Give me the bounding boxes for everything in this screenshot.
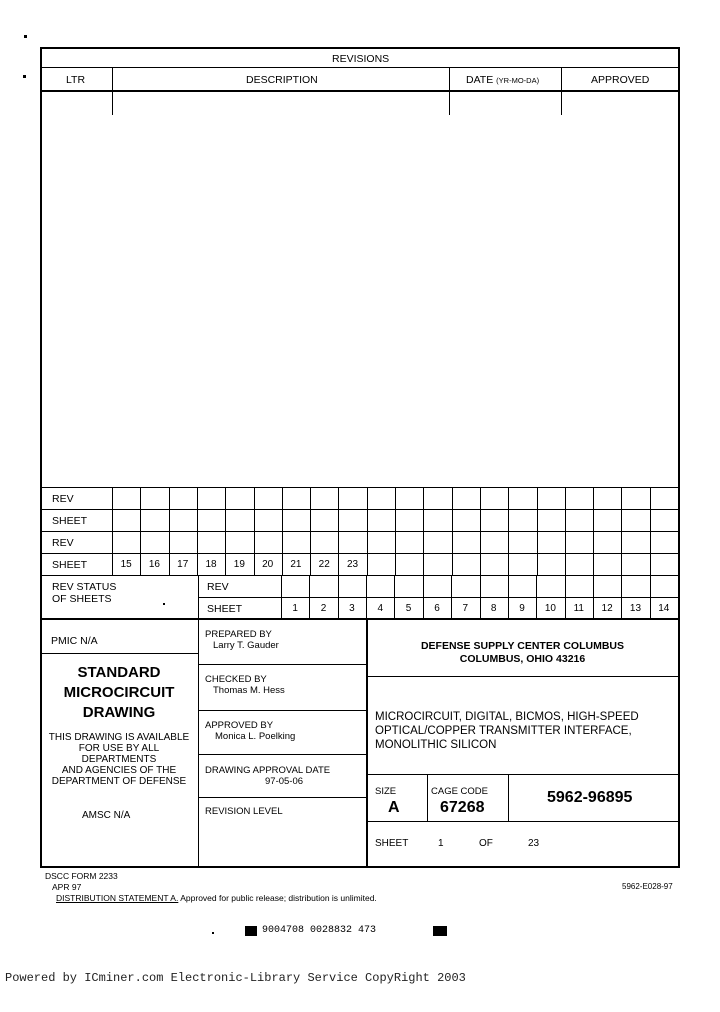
lower-sheet-number: 4 [377, 603, 384, 614]
title-line1: MICROCIRCUIT, DIGITAL, BICMOS, HIGH-SPEED [375, 711, 639, 723]
grid-col-line [508, 487, 509, 575]
lower-sheet-number: 6 [434, 603, 440, 614]
agency-line1: DEFENSE SUPPLY CENTER COLUMBUS [420, 640, 625, 652]
avail-line5: DEPARTMENT OF DEFENSE [51, 776, 187, 787]
sheet-total: 23 [528, 838, 540, 849]
title-line2: OPTICAL/COPPER TRANSMITTER INTERFACE, [375, 725, 632, 737]
upper-sheet-number: 16 [148, 559, 160, 570]
grid-col-line [367, 487, 368, 575]
size-label: SIZE [375, 786, 397, 797]
approval-date: 97-05-06 [265, 776, 304, 787]
col-date [466, 74, 539, 87]
lower-sheet-number: 12 [601, 603, 613, 614]
checked-name: Thomas M. Hess [213, 685, 285, 696]
scan-speck [24, 35, 27, 38]
drawing-number: 5962-96895 [547, 789, 633, 806]
form-number: 5962-E028-97 [622, 882, 673, 891]
distribution-text: Approved for public release; distribution is unlimited. [180, 893, 377, 903]
form-line2: APR 97 [52, 882, 82, 892]
barcode-block-right [433, 926, 447, 936]
standard-line3: DRAWING [82, 704, 156, 721]
of-label: OF [479, 838, 493, 849]
standard-line2: MICROCIRCUIT [63, 684, 175, 701]
cage-value: 67268 [440, 799, 485, 816]
barcode-text: 9004708 0028832 473 [262, 925, 377, 936]
grid-col-line [452, 487, 453, 575]
lower-sheet-number: 2 [320, 603, 327, 614]
lower-sheet-number: 8 [490, 603, 497, 614]
rev-status-line2: OF SHEETS [52, 593, 112, 605]
upper-sheet-number: 23 [346, 559, 359, 570]
lower-sheet-number: 13 [629, 603, 642, 614]
lower-sheet-number: 7 [462, 603, 469, 614]
upper-sheet-number: 21 [290, 559, 302, 570]
lower-sheet-number: 14 [658, 603, 670, 614]
standard-line1: STANDARD [77, 664, 161, 681]
col-approved: APPROVED [591, 74, 650, 86]
lower-sheet-number: 9 [519, 603, 525, 614]
upper-sheet-number: 22 [318, 559, 330, 570]
barcode-block-left [245, 926, 257, 936]
grid-col-line [480, 487, 481, 575]
powered-by: Powered by ICminer.com Electronic-Library Service CopyRight 2003 [5, 971, 466, 985]
pmic: PMIC N/A [51, 635, 98, 647]
agency-line2: COLUMBUS, OHIO 43216 [459, 653, 586, 665]
amsc: AMSC N/A [82, 810, 131, 821]
lower-sheet-label: SHEET [207, 603, 243, 615]
lower-sheet-number: 5 [405, 603, 412, 614]
upper-sheet-label-1: SHEET [52, 515, 88, 527]
size-value: A [388, 799, 400, 816]
col-date-format: (YR-MO-DA) [496, 76, 540, 85]
lower-sheet-number: 1 [292, 603, 298, 614]
upper-sheet-number: 15 [120, 559, 132, 570]
upper-rev-label-1: REV [52, 493, 74, 505]
grid-col-line [650, 487, 651, 575]
grid-col-line [678, 575, 679, 618]
prepared-name: Larry T. Gauder [213, 640, 279, 651]
frame-bottom [40, 866, 680, 868]
title-line3: MONOLITHIC SILICON [375, 739, 497, 751]
approved-name: Monica L. Poelking [215, 731, 296, 742]
checked-label: CHECKED BY [205, 674, 267, 685]
upper-sheet-number: 20 [262, 559, 274, 570]
revisions-title: REVISIONS [332, 53, 390, 65]
grid-col-line [678, 487, 679, 575]
avail-line1: THIS DRAWING IS AVAILABLE [48, 732, 190, 743]
col-date-label: DATE [466, 74, 494, 86]
grid-col-line [621, 487, 622, 575]
col-description: DESCRIPTION [246, 74, 318, 86]
grid-col-line [423, 487, 424, 575]
lower-rev-label: REV [207, 581, 229, 593]
sheet-label: SHEET [375, 838, 409, 849]
distribution-label: DISTRIBUTION STATEMENT A. [56, 893, 179, 903]
frame-top [40, 47, 679, 49]
col-ltr: LTR [66, 74, 86, 86]
upper-sheet-label-2: SHEET [52, 559, 88, 571]
sheet-number: 1 [438, 838, 444, 849]
upper-sheet-number: 17 [177, 559, 189, 570]
prepared-label: PREPARED BY [205, 629, 272, 640]
avail-line3: DEPARTMENTS [81, 754, 157, 765]
lower-sheet-number: 11 [573, 603, 584, 614]
upper-sheet-number: 18 [205, 559, 217, 570]
approved-label: APPROVED BY [205, 720, 274, 731]
distribution-statement [56, 893, 377, 903]
cage-label: CAGE CODE [431, 786, 489, 797]
lower-sheet-number: 10 [544, 603, 556, 614]
grid-col-line [565, 487, 566, 575]
lower-sheet-number: 3 [349, 603, 355, 614]
grid-col-line [537, 487, 538, 575]
upper-rev-label-2: REV [52, 537, 74, 549]
revision-level-label: REVISION LEVEL [205, 806, 283, 817]
form-line1: DSCC FORM 2233 [45, 871, 118, 881]
frame-right [678, 47, 680, 867]
approval-date-label: DRAWING APPROVAL DATE [205, 765, 331, 776]
grid-col-line [593, 487, 594, 575]
rev-status-line1: REV STATUS [52, 581, 117, 593]
scan-speck [23, 75, 26, 78]
avail-line4: AND AGENCIES OF THE [61, 765, 177, 776]
avail-line2: FOR USE BY ALL [78, 743, 160, 754]
grid-col-line [395, 487, 396, 575]
upper-sheet-number: 19 [233, 559, 245, 570]
